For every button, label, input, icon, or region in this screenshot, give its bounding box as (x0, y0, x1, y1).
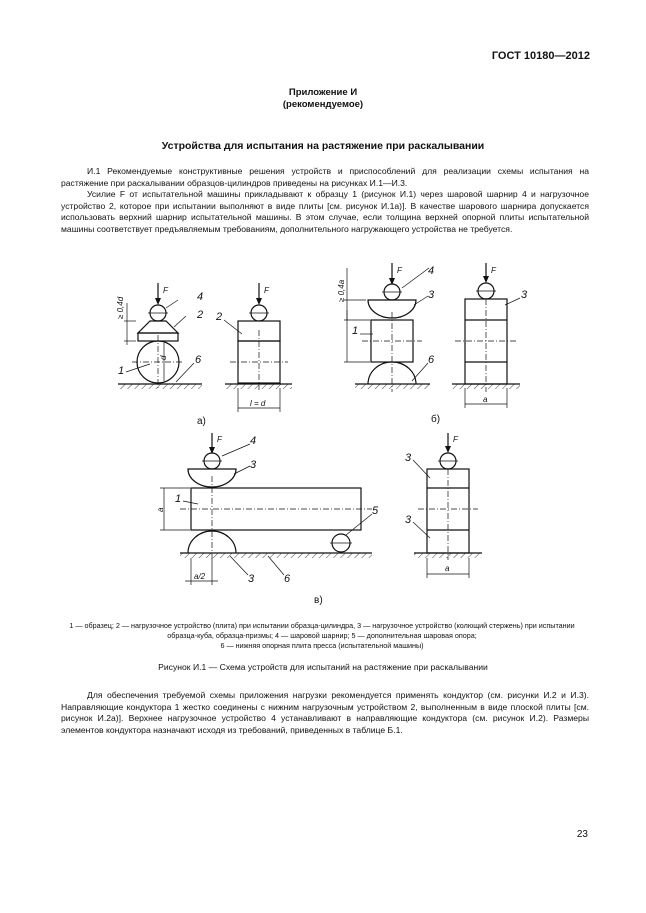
subfigure-a-label: а) (197, 416, 206, 427)
dim-a: a (483, 395, 488, 404)
paragraph-2: Усилие F от испытательной машины прикладывают к образцу 1 (рисунок И.1) через шаровой шарнир 4 и нагрузочное устройство 2, которое при испытании выполняют в виде плиты [см. рисунок И.1а)]. В качестве шарового шарнира допускается использовать верхний шарнир испытательной машины. В этом случае, если толщина верхней опорной плиты испытательной машины соответствует предъявляемым требованиям, дополнительного нагружающего устройства не требуется. (61, 189, 589, 234)
label-2: 2 (197, 309, 204, 321)
force-label: F (453, 435, 458, 444)
dim-d: d (159, 355, 168, 360)
label-6: 6 (195, 354, 202, 366)
label-4: 4 (428, 265, 435, 277)
label-6: 6 (428, 354, 435, 366)
figure-legend (56, 621, 588, 651)
label-4: 4 (250, 435, 257, 447)
section-title: Устройства для испытания на растяжение при раскалывании (161, 140, 485, 152)
standard-header: ГОСТ 10180—2012 (491, 50, 590, 62)
fig-v-prism-scheme (156, 433, 379, 585)
force-label: F (217, 435, 222, 444)
dim-a: a (445, 564, 450, 573)
page-number: 23 (576, 829, 588, 840)
force-label: F (397, 266, 402, 275)
dim-04d: ≥ 0,4d (116, 296, 125, 319)
label-4: 4 (197, 291, 204, 303)
label-3: 3 (405, 514, 412, 526)
legend-line-2: 6 — нижняя опорная плита пресса (испытательной машины) (220, 641, 424, 650)
dim-a-half: a/2 (194, 572, 206, 581)
fig-a-side-view (215, 283, 292, 412)
conductor-text (61, 690, 589, 736)
subfigure-b-label: б) (431, 414, 441, 425)
label-3: 3 (250, 459, 257, 471)
paragraph-1: И.1 Рекомендуемые конструктивные решения устройств и приспособлений для реализации схемы испытания на растяжение при раскалывании образцов-цилиндров приведены на рисунках И.1—И.3. (61, 166, 589, 188)
force-label: F (264, 286, 269, 295)
label-5: 5 (372, 505, 379, 517)
force-label: F (163, 286, 168, 295)
dim-04a: ≥ 0,4a (337, 279, 346, 302)
fig-b-side-view (452, 263, 528, 408)
force-label: F (491, 266, 496, 275)
label-3: 3 (248, 573, 255, 585)
appendix-title: Приложение И (288, 87, 358, 98)
label-3: 3 (428, 289, 435, 301)
dim-a: a (156, 507, 165, 512)
label-3: 3 (521, 289, 528, 301)
subfigure-v-label: в) (314, 595, 323, 606)
label-1: 1 (118, 365, 125, 377)
appendix-status: (рекомендуемое) (282, 99, 364, 110)
fig-v-side-view (405, 433, 482, 578)
label-1: 1 (175, 493, 182, 505)
label-3: 3 (405, 452, 412, 464)
paragraph-3: Для обеспечения требуемой схемы приложения нагрузки рекомендуется применять кондуктор (см. рисунки И.2 и И.3). Направляющие кондуктора 1 жестко соединены с нижним нагрузочным устройством 2, выполненным в виде плоской плиты [см. рисунок И.2а)]. Верхнее нагрузочное устройство 4 устанавливают в направляющие кондуктора (см. рисунок И.2). Размеры элементов кондуктора назначают исходя из требований, приведенных в таблице Б.1. (61, 690, 589, 735)
dim-l-eq-d: l = d (250, 399, 266, 408)
fig-b-cube-scheme (337, 263, 435, 392)
label-1: 1 (352, 325, 359, 337)
label-2: 2 (216, 311, 223, 323)
figure-caption: Рисунок И.1 — Схема устройств для испытаний на растяжение при раскалывании (158, 662, 488, 672)
legend-line-1: 1 — образец; 2 — нагрузочное устройство (плита) при испытании образца-цилиндра, 3 — нагрузочное устройство (колющий стержень) при испытании образца-куба, образца-призмы; 4 — шаровой шарнир; 5 — дополнительная шаровая опора; (69, 621, 575, 640)
fig-a-cylinder-scheme (116, 283, 203, 390)
label-6: 6 (284, 573, 291, 585)
